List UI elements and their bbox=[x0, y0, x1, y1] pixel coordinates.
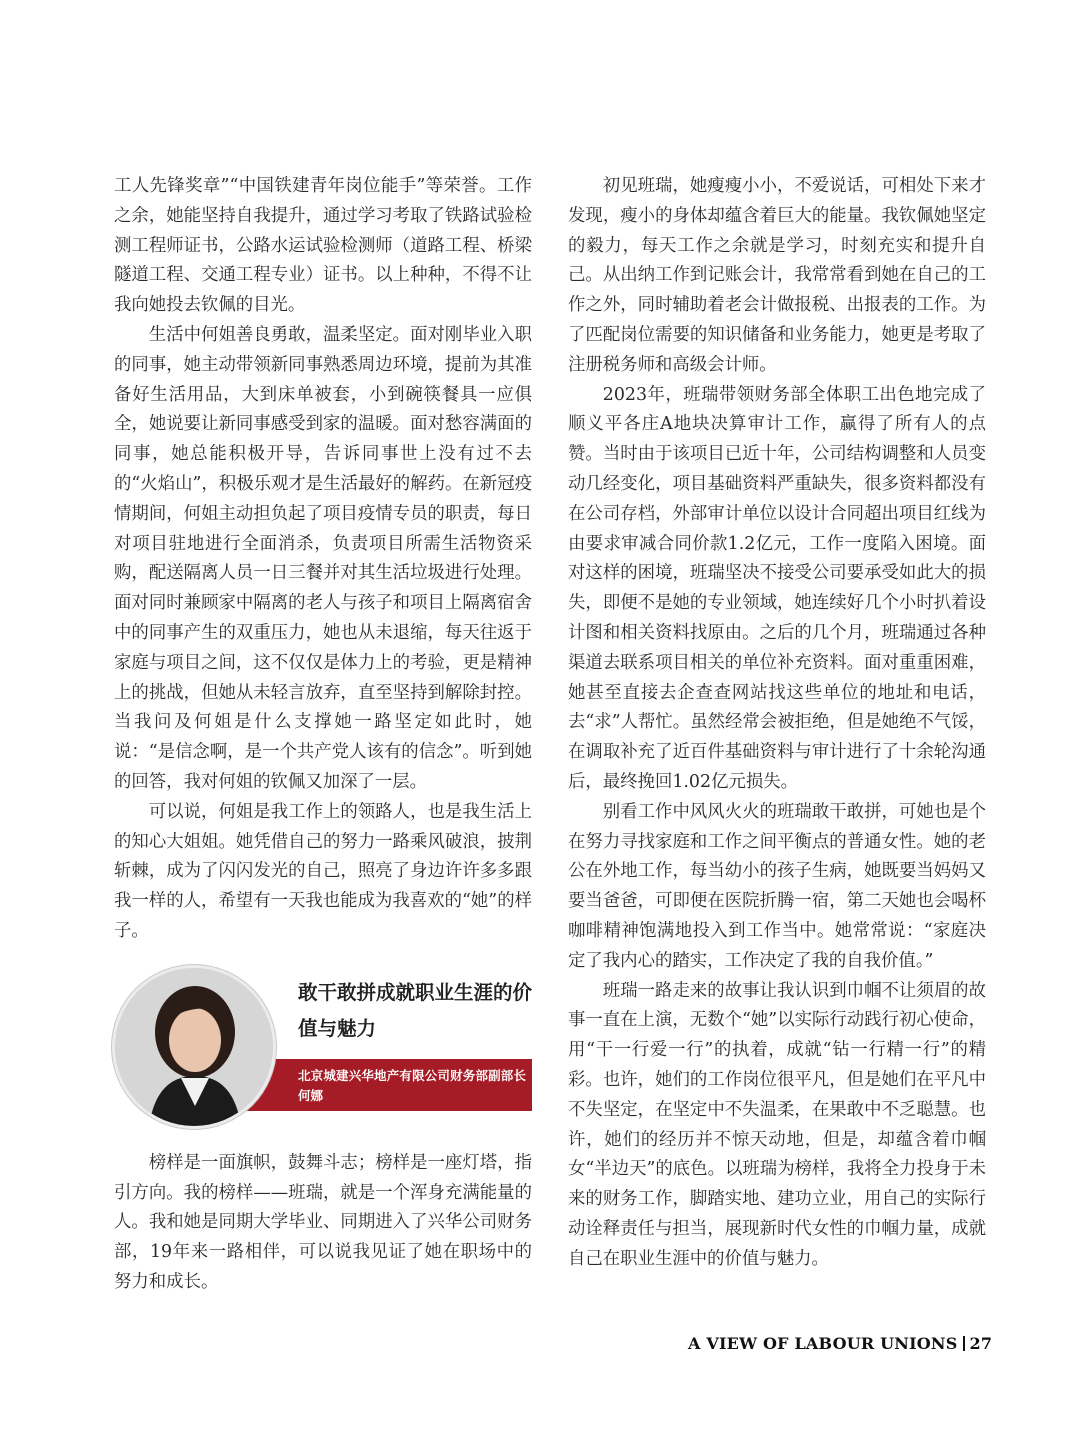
paragraph: 榜样是一面旗帜，鼓舞斗志；榜样是一座灯塔，指引方向。我的榜样——班瑞，就是一个浑身充满能量的人。我和她是同期大学毕业、同期进入了兴华公司财务部，19年来一路相伴，可以说我见证了她在职场中的努力和成长。 bbox=[114, 1152, 532, 1292]
paragraph: 工人先锋奖章”“中国铁建青年岗位能手”等荣誉。工作之余，她能坚持自我提升，通过学习考取了铁路试验检测工程师证书，公路水运试验检测师（道路工程、桥梁隧道工程、交通工程专业）证书。以上种种，不得不让我向她投去钦佩的目光。 bbox=[114, 176, 532, 316]
portrait-image bbox=[115, 968, 273, 1126]
paragraph: 可以说，何姐是我工作上的领路人，也是我生活上的知心大姐姐。她凭借自己的努力一路乘风破浪，披荆斩棘，成为了闪闪发光的自己，照亮了身边许许多多跟我一样的人，希望有一天我也能成为我喜欢的“她”的样子。 bbox=[114, 801, 532, 941]
paragraph: 生活中何姐善良勇敢，温柔坚定。面对刚毕业入职的同事，她主动带领新同事熟悉周边环境，提前为其准备好生活用品，大到床单被套，小到碗筷餐具一应俱全，她说要让新同事感受到家的温暖。面对愁容满面的同事，她总能积极开导，告诉同事世上没有过不去的“火焰山”，积极乐观才是生活最好的解药。在新冠疫情期间，何姐主动担负起了项目疫情专员的职责，每日对项目驻地进行全面消杀，负责项目所需生活物资采购，配送隔离人员一日三餐并对其生活垃圾进行处理。面对同时兼顾家中隔离的老人与孩子和项目上隔离宿舍中的同事产生的双重压力，她也从未退缩，每天往返于家庭与项目之间，这不仅仅是体力上的考验，更是精神上的挑战，但她从未轻言放弃，直至坚持到解除封控。当我问及何姐是什么支撑她一路坚定如此时，她说：“是信念啊，是一个共产党人该有的信念”。听到她的回答，我对何姐的钦佩又加深了一层。 bbox=[114, 324, 532, 792]
profile-box bbox=[114, 965, 532, 1127]
magazine-name: A VIEW OF LABOUR UNIONS bbox=[688, 1334, 958, 1353]
left-column bbox=[114, 172, 532, 1298]
profile-title: 敢干敢拼成就职业生涯的价值与魅力 bbox=[298, 980, 533, 1040]
author-photo bbox=[112, 965, 276, 1129]
paragraph: 班瑞一路走来的故事让我认识到巾帼不让须眉的故事一直在上演，无数个“她”以实际行动践行初心使命，用“干一行爱一行”的执着，成就“钻一行精一行”的精彩。也许，她们的工作岗位很平凡，但是她们在平凡中不失坚定，在坚定中不失温柔，在果敢中不乏聪慧。也许，她们的经历并不惊天动地，但是，却蕴含着巾帼女“半边天”的底色。以班瑞为榜样，我将全力投身于未来的财务工作，脚踏实地、建功立业，用自己的实际行动诠释责任与担当，展现新时代女性的巾帼力量，成就自己在职业生涯中的价值与魅力。 bbox=[568, 980, 986, 1269]
right-column bbox=[568, 172, 986, 1274]
profile-caption: 北京城建兴华地产有限公司财务部副部长 何娜 bbox=[298, 1067, 526, 1103]
paragraph: 初见班瑞，她瘦瘦小小，不爱说话，可相处下来才发现，瘦小的身体却蕴含着巨大的能量。我钦佩她坚定的毅力，每天工作之余就是学习，时刻充实和提升自己。从出纳工作到记账会计，我常常看到她在自己的工作之外，同时辅助着老会计做报税、出报表的工作。为了匹配岗位需要的知识储备和业务能力，她更是考取了注册税务师和高级会计师。 bbox=[568, 176, 986, 375]
paragraph: 2023年，班瑞带领财务部全体职工出色地完成了顺义平各庄A地块决算审计工作，赢得了所有人的点赞。当时由于该项目已近十年，公司结构调整和人员变动几经变化，项目基础资料严重缺失，很多资料都没有在公司存档，外部审计单位以设计合同超出项目红线为由要求审减合同价款1.2亿元，工作一度陷入困境。面对这样的困境，班瑞坚决不接受公司要承受如此大的损失，即便不是她的专业领域，她连续好几个小时扒着设计图和相关资料找原由。之后的几个月，班瑞通过各种渠道去联系项目相关的单位补充资料。面对重重困难，她甚至直接去企查查网站找这些单位的地址和电话，去“求”人帮忙。虽然经常会被拒绝，但是她绝不气馁，在调取补充了近百件基础资料与审计进行了十余轮沟通后，最终挽回1.02亿元损失。 bbox=[568, 384, 986, 792]
footer-divider bbox=[963, 1336, 965, 1351]
page-footer bbox=[688, 1334, 992, 1353]
paragraph: 别看工作中风风火火的班瑞敢干敢拼，可她也是个在努力寻找家庭和工作之间平衡点的普通女性。她的老公在外地工作，每当幼小的孩子生病，她既要当妈妈又要当爸爸，可即便在医院折腾一宿，第二天她也会喝杯咖啡精神饱满地投入到工作当中。她常常说：“家庭决定了我内心的踏实，工作决定了我的自我价值。” bbox=[568, 801, 986, 971]
page-number: 27 bbox=[969, 1334, 993, 1353]
